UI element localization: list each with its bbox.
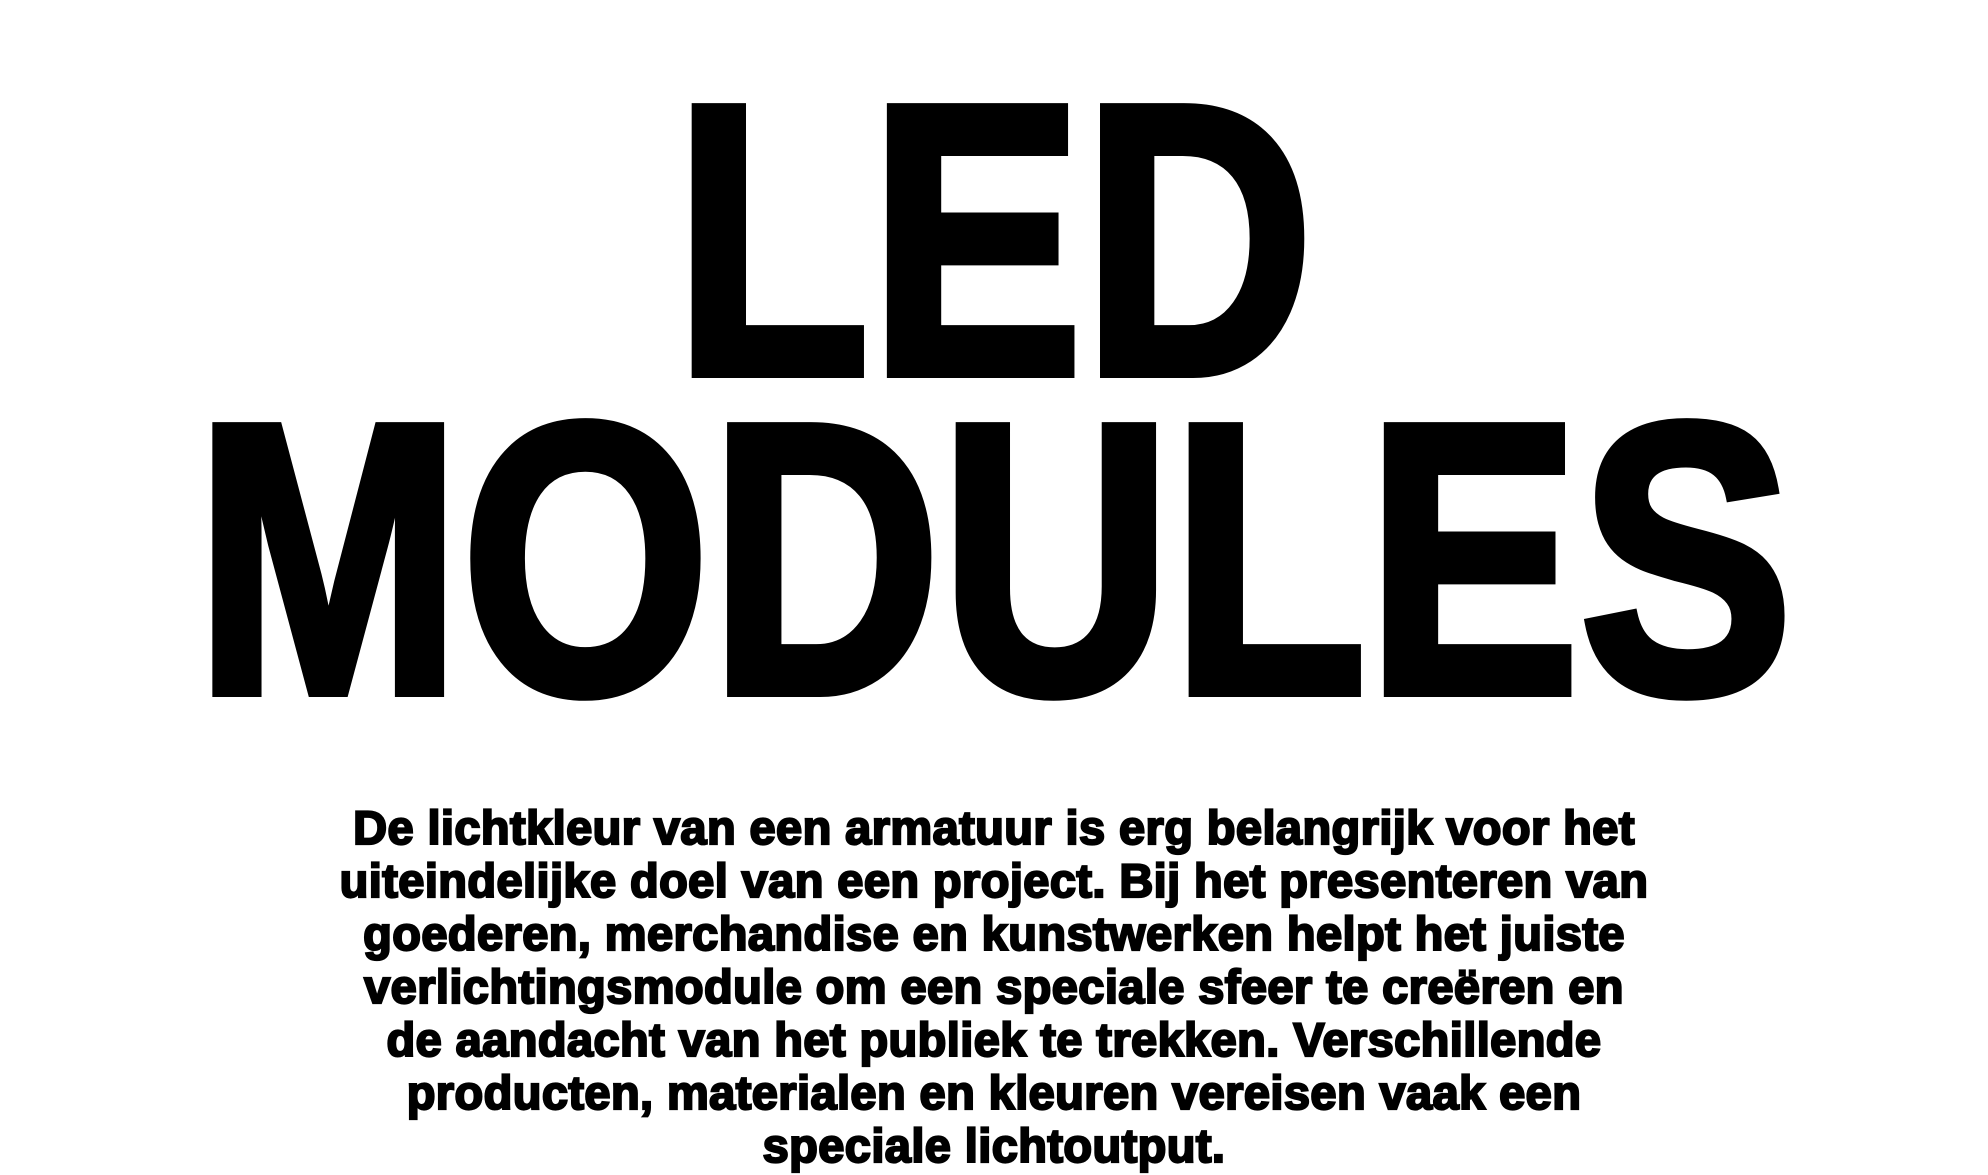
intro-paragraph-line: de aandacht van het publiek te trekken. Verschillende bbox=[386, 1013, 1602, 1066]
intro-paragraph-line: uiteindelijke doel van een project. Bij het presenteren van bbox=[339, 854, 1649, 907]
intro-paragraph-line: speciale lichtoutput. bbox=[762, 1119, 1226, 1172]
intro-paragraph bbox=[0, 801, 1988, 1172]
intro-paragraph-line: goederen, merchandise en kunstwerken helpt het juiste bbox=[363, 907, 1625, 960]
page-title-line-2: MODULES bbox=[195, 343, 1793, 774]
page-title bbox=[169, 24, 1819, 774]
intro-paragraph-line: De lichtkleur van een armatuur is erg belangrijk voor het bbox=[353, 801, 1635, 854]
intro-paragraph-line: verlichtingsmodule om een speciale sfeer te creëren en bbox=[364, 960, 1624, 1013]
page-title-line-1: LED bbox=[674, 24, 1314, 455]
intro-paragraph-line: producten, materialen en kleuren vereisen vaak een bbox=[406, 1066, 1582, 1119]
